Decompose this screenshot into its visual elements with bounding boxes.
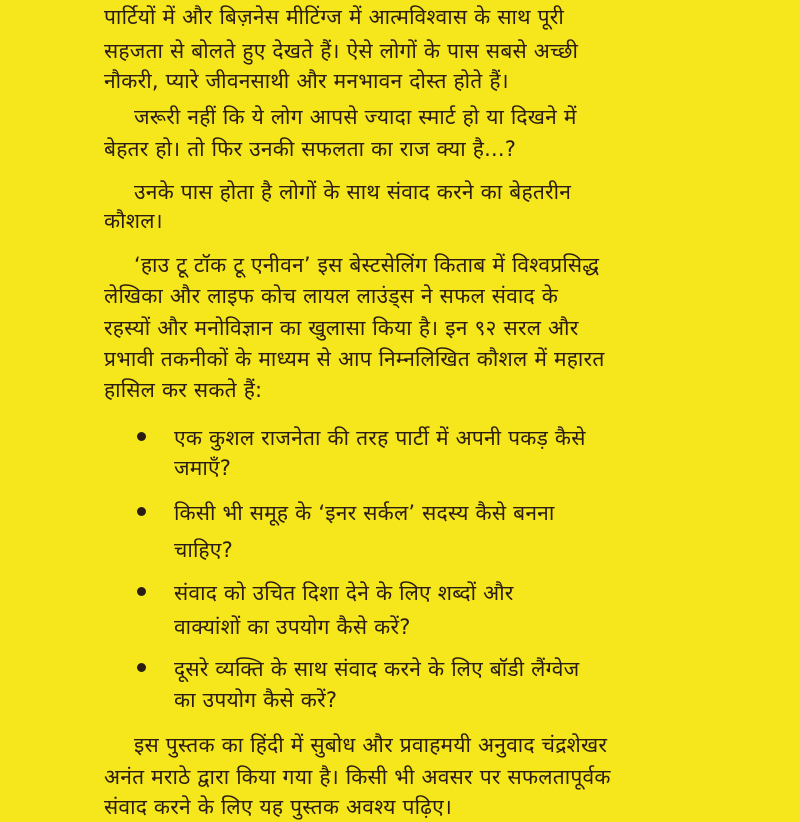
bullet-4-line-2: का उपयोग कैसे करें? <box>174 688 338 712</box>
para4-line-4: प्रभावी तकनीकों के माध्यम से आप निम्नलिखित कौशल में महारत <box>104 347 605 371</box>
bullet-dot <box>137 432 146 441</box>
bullet-dot <box>137 587 146 596</box>
bullet-1-line-1: एक कुशल राजनेता की तरह पार्टी में अपनी पकड़ कैसे <box>174 426 586 450</box>
bullet-2-line-1: किसी भी समूह के ‘इनर सर्कल’ सदस्य कैसे बनना <box>174 501 555 525</box>
para4-line-3: रहस्यों और मनोविज्ञान का खुलासा किया है। इन ९२ सरल और <box>104 316 579 340</box>
bullet-dot <box>137 663 146 672</box>
para4-line-5: हासिल कर सकते हैं: <box>104 378 263 402</box>
bullet-dot <box>137 507 146 516</box>
bullet-1-line-2: जमाएँ? <box>174 456 232 480</box>
intro-line-2: सहजता से बोलते हुए देखते हैं। ऐसे लोगों के पास सबसे अच्छी <box>104 39 579 63</box>
bullet-3-line-2: वाक्यांशों का उपयोग कैसे करें? <box>174 615 411 639</box>
intro-line-3: नौकरी, प्यारे जीवनसाथी और मनभावन दोस्त होते हैं। <box>104 69 509 93</box>
para3-line-1: उनके पास होता है लोगों के साथ संवाद करने का बेहतरीन <box>134 180 572 204</box>
closing-line-1: इस पुस्तक का हिंदी में सुबोध और प्रवाहमयी अनुवाद चंद्रशेखर <box>134 733 608 757</box>
intro-line-1: पार्टियों में और बिज़नेस मीटिंग्ज में आत्मविश्वास के साथ पूरी <box>104 5 565 29</box>
para3-line-2: कौशल। <box>104 209 163 233</box>
para2-line-2: बेहतर हो। तो फिर उनकी सफलता का राज क्या है...? <box>104 137 517 161</box>
bullet-2-line-2: चाहिए? <box>174 538 233 562</box>
para4-line-2: लेखिका और लाइफ कोच लायल लाउंड्स ने सफल संवाद के <box>104 284 559 308</box>
closing-line-3: संवाद करने के लिए यह पुस्तक अवश्य पढ़िए। <box>104 795 453 819</box>
para2-line-1: जरूरी नहीं कि ये लोग आपसे ज्यादा स्मार्ट हो या दिखने में <box>134 105 577 129</box>
para4-line-1: ‘हाउ टू टॉक टू एनीवन’ इस बेस्टसेलिंग किताब में विश्वप्रसिद्ध <box>134 253 600 277</box>
bullet-3-line-1: संवाद को उचित दिशा देने के लिए शब्दों और <box>174 581 514 605</box>
bullet-4-line-1: दूसरे व्यक्ति के साथ संवाद करने के लिए बॉडी लैंग्वेज <box>174 657 580 681</box>
closing-line-2: अनंत मराठे द्वारा किया गया है। किसी भी अवसर पर सफलतापूर्वक <box>104 765 611 789</box>
